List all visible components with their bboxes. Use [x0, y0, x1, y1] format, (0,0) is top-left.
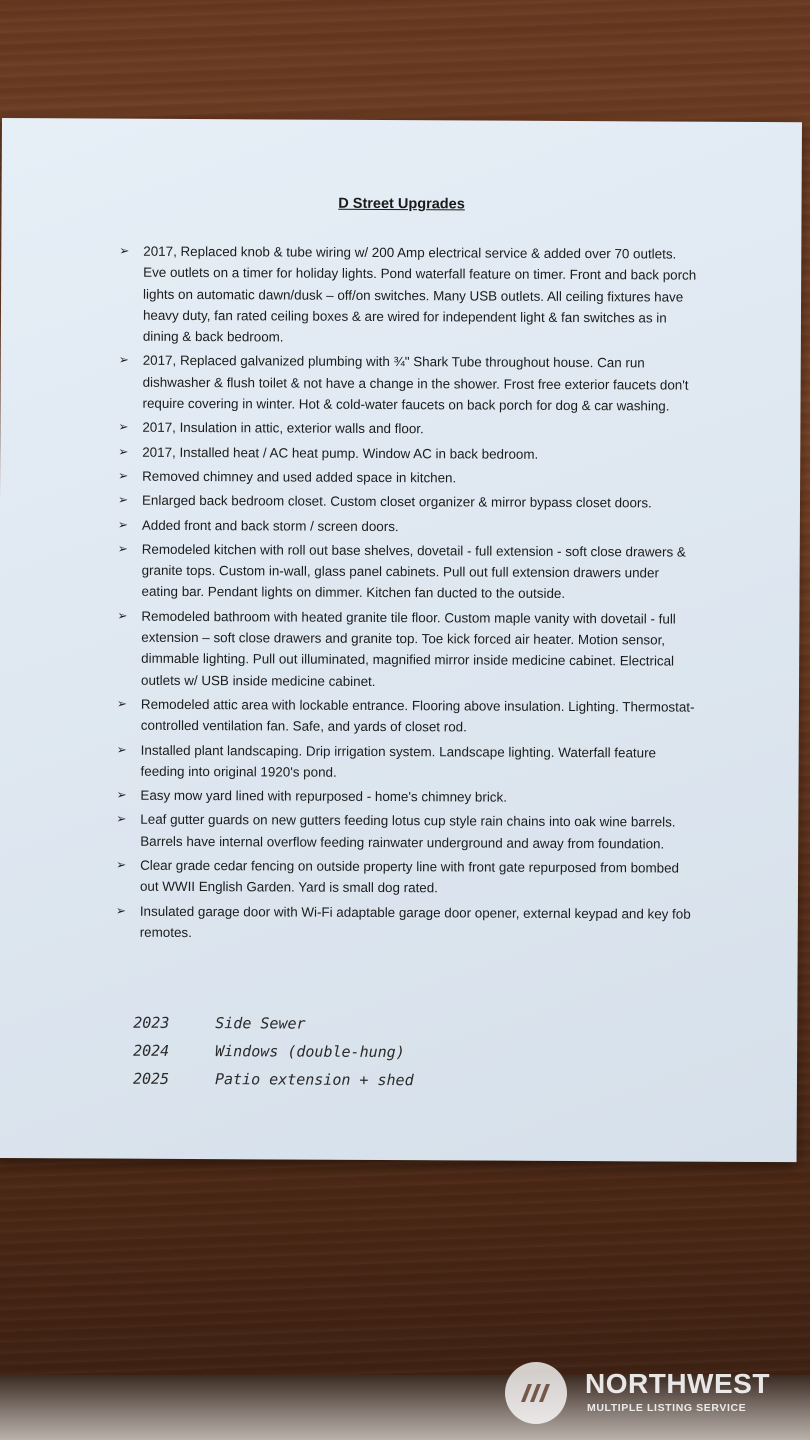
nwmls-logo-icon: [505, 1362, 567, 1424]
handwritten-year: 2024: [133, 1041, 170, 1060]
arrowhead-bullet-icon: ➢: [115, 903, 126, 918]
arrowhead-bullet-icon: ➢: [118, 353, 129, 368]
arrowhead-bullet-icon: ➢: [117, 608, 128, 623]
list-item: [118, 417, 698, 441]
handwritten-year: 2025: [132, 1069, 170, 1088]
handwritten-line: [133, 1065, 414, 1094]
list-item-text: 2017, Replaced galvanized plumbing with ¾" Shark Tube throughout house. Can run dishwasher & flush toilet & not have a change in the shower. Frost free exterior faucets don't require covering in winter. Hot & cold-water faucets on back porch for dog & car washing.: [142, 353, 689, 414]
list-item-text: Leaf gutter guards on new gutters feeding lotus cup style rain chains into oak wine barrels. Barrels have internal overflow feeding rainwater underground and away from foundation.: [140, 812, 676, 852]
handwritten-line: [133, 1009, 414, 1038]
list-item: [116, 855, 696, 901]
list-item: [118, 466, 698, 490]
list-item-text: Remodeled attic area with lockable entrance. Flooring above insulation. Lighting. Thermostat-controlled ventilation fan. Safe, and yards of closet rod.: [140, 696, 695, 735]
arrowhead-bullet-icon: ➢: [118, 444, 129, 459]
list-item-text: 2017, Replaced knob & tube wiring w/ 200 Amp electrical service & added over 70 outlets. Eve outlets on a timer for holiday lights. Pond waterfall feature on timer. Front and back porch lights on automatic dawn/dusk – off/on switches. Many USB outlets. All ceiling fixtures have heavy duty, fan rated ceiling boxes & are wired for independent light & fan switches as in dining & back bedroom.: [142, 243, 697, 345]
handwritten-note: Windows (double-hung): [215, 1042, 405, 1062]
list-item-text: Remodeled bathroom with heated granite tile floor. Custom maple vanity with dovetail - full extension – soft close drawers and granite top. Toe kick forced air heater. Motion sensor, dimmable lighting. Pull out illuminated, magnified mirror inside medicine cabinet. Electrical outlets w/ USB inside medicine cabinet.: [141, 608, 676, 689]
list-item: [119, 241, 700, 351]
list-item: [116, 900, 696, 946]
list-item-text: Remodeled kitchen with roll out base shelves, dovetail - full extension - soft close drawers & granite tops. Custom in-wall, glass panel cabinets. Pull out full extension drawers under eating bar. Pendant lights on dimmer. Kitchen fan ducted to the outside.: [141, 541, 686, 602]
list-item: [116, 785, 696, 809]
arrowhead-bullet-icon: ➢: [116, 857, 127, 872]
list-item: [117, 694, 697, 740]
list-item-text: Enlarged back bedroom closet. Custom closet organizer & mirror bypass closet doors.: [141, 493, 652, 511]
list-item-text: Added front and back storm / screen doors.: [141, 517, 399, 534]
arrowhead-bullet-icon: ➢: [116, 787, 127, 802]
list-item: [117, 739, 697, 785]
list-item-text: Installed plant landscaping. Drip irrigation system. Landscape lighting. Waterfall feature feeding into original 1920's pond.: [140, 742, 657, 780]
list-item-text: 2017, Installed heat / AC heat pump. Window AC in back bedroom.: [142, 444, 539, 462]
arrowhead-bullet-icon: ➢: [116, 742, 127, 757]
list-item-text: Clear grade cedar fencing on outside property line with front gate repurposed from bombed out WWII English Garden. Yard is small dog rated.: [139, 857, 680, 896]
list-item: [118, 490, 698, 514]
handwritten-notes: [133, 1009, 414, 1094]
arrowhead-bullet-icon: ➢: [116, 696, 128, 711]
list-item-text: 2017, Insulation in attic, exterior walls and floor.: [142, 420, 424, 437]
arrowhead-bullet-icon: ➢: [117, 541, 128, 556]
arrowhead-bullet-icon: ➢: [116, 812, 127, 827]
handwritten-note: Patio extension + shed: [214, 1070, 414, 1090]
list-item-text: Easy mow yard lined with repurposed - home's chimney brick.: [140, 787, 507, 805]
handwritten-note: Side Sewer: [215, 1014, 306, 1033]
document-page: [0, 118, 802, 1162]
handwritten-year: 2023: [133, 1013, 170, 1032]
list-item: [118, 514, 698, 538]
nwmls-subtitle: MULTIPLE LISTING SERVICE: [587, 1402, 747, 1414]
list-item: [117, 538, 697, 605]
arrowhead-bullet-icon: ➢: [118, 468, 129, 483]
document-title: D Street Upgrades: [338, 195, 465, 213]
list-item-text: Removed chimney and used added space in kitchen.: [142, 468, 457, 486]
nwmls-name: NORTHWEST: [585, 1368, 770, 1399]
list-item-text: Insulated garage door with Wi-Fi adaptable garage door opener, external keypad and key fob remotes.: [139, 903, 691, 940]
arrowhead-bullet-icon: ➢: [118, 419, 129, 435]
arrowhead-bullet-icon: ➢: [119, 243, 130, 258]
handwritten-line: [133, 1037, 414, 1066]
nwmls-roof-icon: [505, 1362, 567, 1424]
arrowhead-bullet-icon: ➢: [117, 517, 128, 532]
nwmls-watermark: [505, 1362, 795, 1426]
list-item: [118, 441, 698, 465]
list-item: [116, 809, 696, 855]
list-item: [118, 350, 698, 417]
list-item: [117, 605, 697, 693]
arrowhead-bullet-icon: ➢: [117, 492, 129, 507]
upgrade-list: [116, 241, 700, 949]
